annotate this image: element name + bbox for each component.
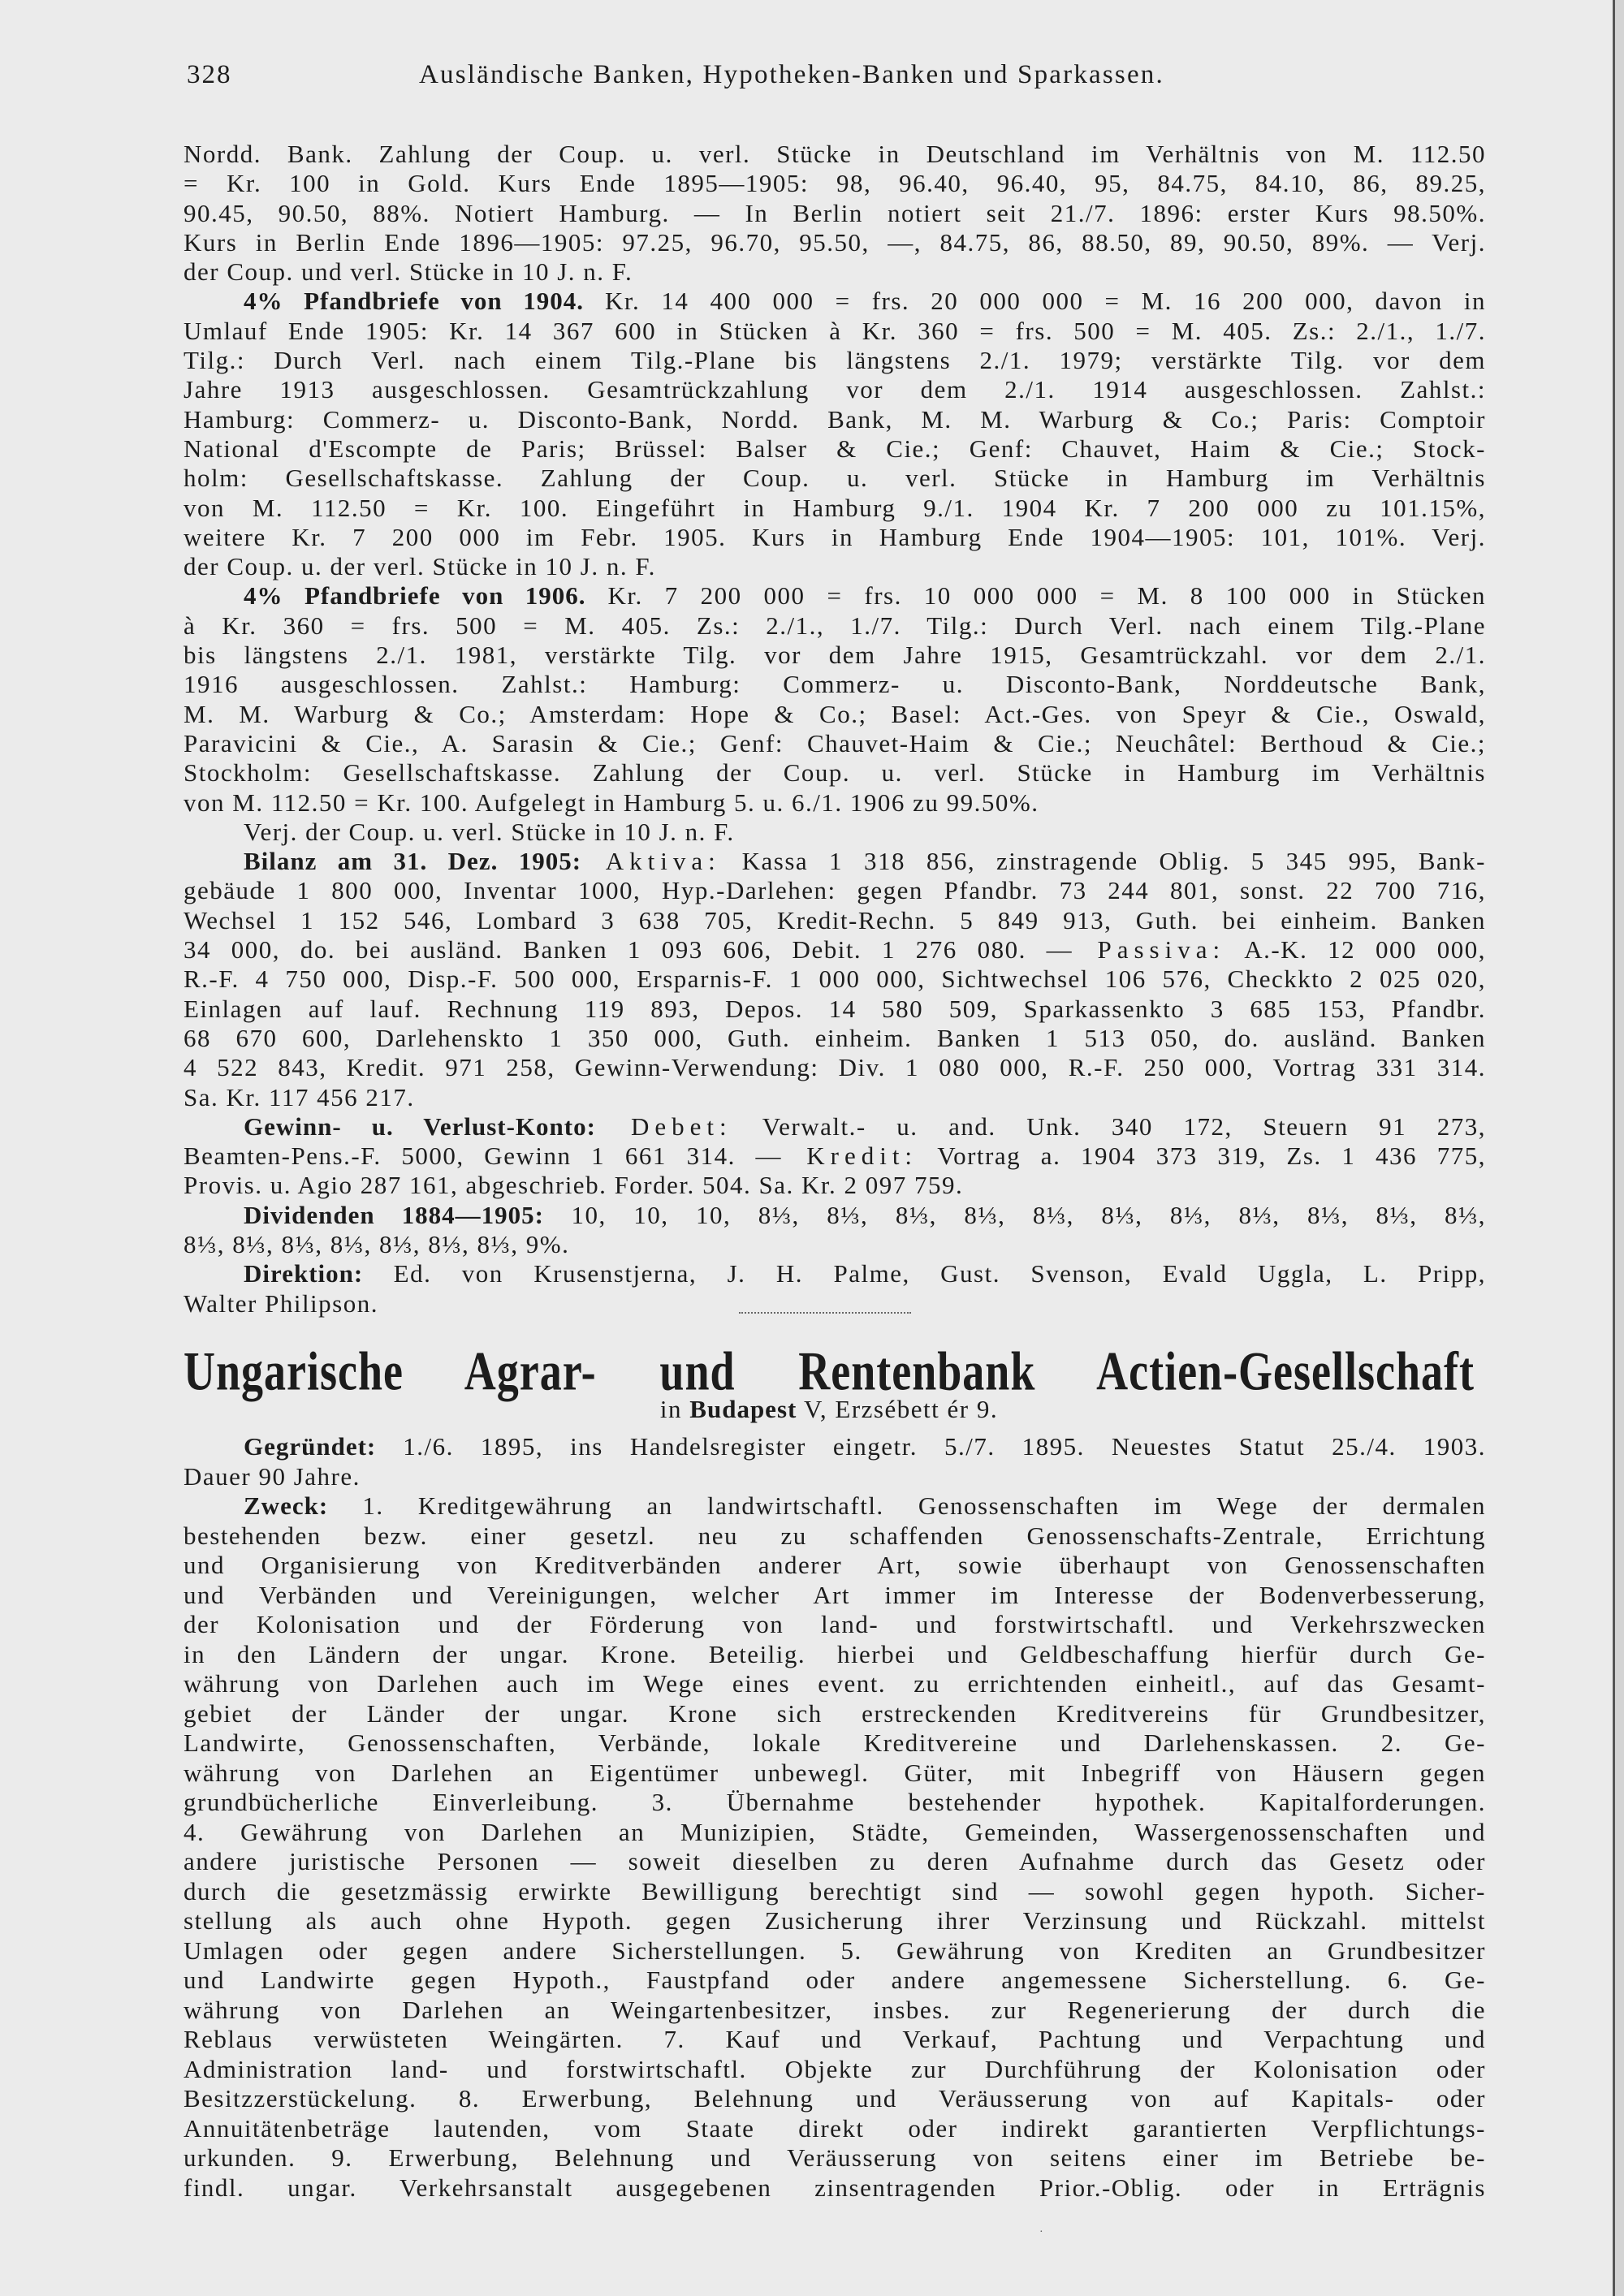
text-line (184, 1906, 1486, 1936)
text-line (184, 1083, 1486, 1112)
text-run: Hamburg: Commerz- u. Disconto-Bank, Nordd. Bank, M. M. Warburg & Co.; Paris: Comptoir (184, 404, 1486, 434)
text-run: Sa. Kr. 117 456 217. (184, 1082, 415, 1111)
running-header (187, 60, 1486, 96)
bold-heading: Gewinn- u. Verlust-Konto: (244, 1111, 596, 1141)
text-run: währung von Darlehen an Eigentümer unbewegl. Güter, mit Inbegriff von Häusern gegen (184, 1758, 1486, 1787)
text-run: Verj. der Coup. u. verl. Stücke in 10 J. n. F. (244, 817, 735, 846)
text-line (184, 1581, 1486, 1611)
text-run: Kr. 14 400 000 = frs. 20 000 000 = M. 16 200 000, davon in (583, 287, 1486, 316)
text-run: Kurs in Berlin Ende 1896—1905: 97.25, 96.70, 95.50, —, 84.75, 86, 88.50, 89, 90.50, 89%. — Verj. (184, 227, 1486, 257)
text-run: urkunden. 9. Erwerbung, Belehnung und Veräusserung von seitens einer im Betriebe be- (184, 2143, 1486, 2172)
text-line (184, 876, 1486, 905)
text-run: Tilg.: Durch Verl. nach einem Tilg.-Plane bis längstens 2./1. 1979; verstärkte Tilg. vor dem (184, 346, 1486, 375)
print-speck: · (1039, 2226, 1043, 2238)
spaced-label: Aktiva: (581, 847, 721, 876)
text-line (184, 1201, 1486, 1230)
text-run: weitere Kr. 7 200 000 im Febr. 1905. Kurs in Hamburg Ende 1904—1905: 101, 101%. Verj. (184, 522, 1486, 551)
text-line (184, 788, 1486, 818)
text-run: Kassa 1 318 856, zinstragende Oblig. 5 345 995, Bank- (720, 847, 1486, 876)
text-line (184, 1462, 1486, 1492)
text-line (184, 199, 1486, 228)
text-run: in den Ländern der ungar. Krone. Beteilig. hierbei und Geldbeschaffung hierfür durch Ge- (184, 1639, 1486, 1668)
text-line (184, 1640, 1486, 1670)
text-run: durch die gesetzmässig erwirkte Bewilligung berechtigt sind — sowohl gegen hypoth. Sicher- (184, 1876, 1486, 1905)
text-run: = Kr. 100 in Gold. Kurs Ende 1895—1905: 98, 96.40, 96.40, 95, 84.75, 84.10, 86, 89.25, (184, 169, 1486, 198)
text-run: gebiet der Länder der ungar. Krone sich erstreckenden Kreditvereins für Grundbesitzer, (184, 1698, 1486, 1728)
text-line (184, 995, 1486, 1024)
text-run: der Coup. u. der verl. Stücke in 10 J. n. F. (184, 552, 656, 581)
location-address: V, Erzsébett ér 9. (797, 1395, 999, 1423)
previous-entry-text (184, 140, 1486, 1318)
section-location (184, 1395, 1475, 1424)
entry-text (184, 1432, 1486, 2203)
section-title: Ungarische Agrar- und Rentenbank Actien-Gesellschaft (184, 1340, 1475, 1402)
text-run: 4. Gewährung von Darlehen an Munizipien, Städte, Gemeinden, Wassergenossenschaften und (184, 1817, 1486, 1846)
text-run: 1916 ausgeschlossen. Zahlst.: Hamburg: Commerz- u. Disconto-Bank, Norddeutsche Bank, (184, 670, 1486, 699)
text-line (184, 317, 1486, 346)
text-line (184, 1728, 1486, 1759)
running-title: Ausländische Banken, Hypotheken-Banken und Sparkassen. (419, 60, 1164, 89)
text-run: und Landwirte gegen Hypoth., Faustpfand oder andere angemessene Sicherstellung. 6. Ge- (184, 1966, 1486, 1994)
bold-heading: 4% Pfandbriefe von 1906. (244, 581, 586, 611)
text-line (184, 1112, 1486, 1142)
text-run: Provis. u. Agio 287 161, abgeschrieb. Forder. 504. Sa. Kr. 2 097 759. (184, 1171, 964, 1200)
text-run: Verwalt.- u. and. Unk. 340 172, Steuern 91 273, (732, 1111, 1486, 1141)
text-line (184, 2084, 1486, 2114)
text-line (184, 2173, 1486, 2203)
text-line (184, 1432, 1486, 1462)
spaced-label: Kredit: (782, 1142, 918, 1171)
text-run: stellung als auch ohne Hypoth. gegen Zusicherung ihrer Verzinsung und Rückzahl. mittelst (184, 1906, 1486, 1935)
text-run: bestehenden bezw. einer gesetzl. neu zu schaffenden Genossenschafts-Zentrale, Errichtung (184, 1521, 1486, 1550)
text-line (184, 611, 1486, 641)
text-run: 10, 10, 10, 8⅓, 8⅓, 8⅓, 8⅓, 8⅓, 8⅓, 8⅓, 8⅓, 8⅓, 8⅓, 8⅓, (543, 1200, 1487, 1229)
bold-heading: Bilanz am 31. Dez. 1905: (244, 847, 582, 876)
text-line (184, 1142, 1486, 1171)
text-run: gebäude 1 800 000, Inventar 1000, Hyp.-Darlehen: gegen Pfandbr. 73 244 801, sonst. 22 700 716, (184, 876, 1486, 905)
text-run: Umlagen oder gegen andere Sicherstellungen. 5. Gewährung von Krediten an Grundbesitzer (184, 1936, 1486, 1965)
text-line (184, 935, 1486, 965)
text-line (184, 1936, 1486, 1966)
text-run: 4 522 843, Kredit. 971 258, Gewinn-Verwendung: Div. 1 080 000, R.-F. 250 000, Vortrag 331 314. (184, 1053, 1486, 1082)
text-line (184, 1171, 1486, 1200)
text-line (184, 434, 1486, 464)
bold-heading: 4% Pfandbriefe von 1904. (244, 287, 584, 316)
text-run: 1./6. 1895, ins Handelsregister eingetr. 5./7. 1895. Neuestes Statut 25./4. 1903. (376, 1432, 1486, 1461)
text-run: R.-F. 4 750 000, Disp.-F. 500 000, Ersparnis-F. 1 000 000, Sichtwechsel 106 576, Checkkto 2 025 020, (184, 965, 1486, 994)
text-line (184, 670, 1486, 699)
text-run: 34 000, do. bei ausländ. Banken 1 093 606, Debit. 1 276 080. — (184, 935, 1073, 965)
text-line (184, 405, 1486, 434)
text-line (184, 1996, 1486, 2026)
spaced-label: Passiva: (1073, 935, 1226, 965)
text-line (184, 2025, 1486, 2055)
text-run: Umlauf Ende 1905: Kr. 14 367 600 in Stücken à Kr. 360 = frs. 500 = M. 405. Zs.: 2./1., 1./7. (184, 316, 1486, 345)
text-line (184, 1669, 1486, 1699)
text-run: der Coup. und verl. Stücke in 10 J. n. F. (184, 257, 633, 287)
text-run: Walter Philipson. (184, 1288, 378, 1318)
text-line (184, 523, 1486, 552)
text-line (184, 1699, 1486, 1729)
text-run: National d'Escompte de Paris; Brüssel: Balser & Cie.; Genf: Chauvet, Haim & Cie.; Stock- (184, 434, 1486, 463)
text-run: Wechsel 1 152 546, Lombard 3 638 705, Kredit-Rechn. 5 849 913, Guth. bei einheim. Banken (184, 905, 1486, 934)
text-line (184, 228, 1486, 257)
bold-heading: Dividenden 1884—1905: (244, 1200, 544, 1229)
text-run: findl. ungar. Verkehrsanstalt ausgegebenen zinsentragenden Prior.-Oblig. oder in Erträgnis (184, 2173, 1486, 2202)
text-run: Paravicini & Cie., A. Sarasin & Cie.; Genf: Chauvet-Haim & Cie.; Neuchâtel: Berthoud & Cie.; (184, 728, 1486, 757)
text-line (184, 1847, 1486, 1877)
spaced-label: Debet: (595, 1111, 732, 1141)
text-run: und Organisierung von Kreditverbänden anderer Art, sowie überhaupt von Genossenschaften (184, 1551, 1486, 1579)
text-line (184, 847, 1486, 876)
text-line (184, 169, 1486, 198)
text-line (184, 1491, 1486, 1521)
text-run: Jahre 1913 ausgeschlossen. Gesamtrückzahlung vor dem 2./1. 1914 ausgeschlossen. Zahlst.: (184, 375, 1486, 404)
text-run: à Kr. 360 = frs. 500 = M. 405. Zs.: 2./1., 1./7. Tilg.: Durch Verl. nach einem Tilg.-Plane (184, 611, 1486, 640)
text-line (184, 2114, 1486, 2144)
text-run: holm: Gesellschaftskasse. Zahlung der Coup. u. verl. Stücke in Hamburg im Verhältnis (184, 464, 1486, 493)
text-run: währung von Darlehen auch im Wege eines event. zu errichtenden einheitl., auf das Gesamt- (184, 1669, 1486, 1698)
text-line (184, 1610, 1486, 1640)
text-line (184, 1788, 1486, 1818)
text-run: Nordd. Bank. Zahlung der Coup. u. verl. Stücke in Deutschland im Verhältnis von M. 112.50 (184, 140, 1486, 168)
text-line (184, 2143, 1486, 2173)
text-line (184, 140, 1486, 169)
text-line (184, 758, 1486, 788)
location-prefix: in (659, 1395, 690, 1423)
text-line (184, 1053, 1486, 1082)
bold-heading: Gegründet: (244, 1432, 377, 1461)
text-run: bis längstens 2./1. 1981, verstärkte Tilg. vor dem Jahre 1915, Gesamtrückzahl. vor dem 2./1. (184, 641, 1486, 670)
text-line (184, 287, 1486, 316)
text-run: Besitzzerstückelung. 8. Erwerbung, Belehnung und Veräusserung von auf Kapitals- oder (184, 2084, 1486, 2113)
adjacent-page-edge (1613, 0, 1624, 2296)
text-line (184, 1551, 1486, 1581)
text-run: Reblaus verwüsteten Weingärten. 7. Kauf und Verkauf, Pachtung und Verpachtung und (184, 2025, 1486, 2053)
text-line (184, 641, 1486, 670)
text-line (184, 2055, 1486, 2085)
text-run: von M. 112.50 = Kr. 100. Eingeführt in Hamburg 9./1. 1904 Kr. 7 200 000 zu 101.15%, (184, 493, 1486, 522)
text-line (184, 1289, 1486, 1318)
section-divider (739, 1312, 911, 1314)
text-line (184, 1230, 1486, 1259)
text-run: grundbücherliche Einverleibung. 3. Übernahme bestehender hypothek. Kapitalforderungen. (184, 1788, 1486, 1816)
text-line (184, 1024, 1486, 1053)
text-line (184, 257, 1486, 287)
text-run: und Verbänden und Vereinigungen, welcher Art immer im Interesse der Bodenverbesserung, (184, 1580, 1486, 1609)
text-run: Landwirte, Genossenschaften, Verbände, lokale Kreditvereine und Darlehenskassen. 2. Ge- (184, 1728, 1486, 1757)
text-line (184, 1818, 1486, 1848)
text-line (184, 700, 1486, 729)
text-line (184, 581, 1486, 611)
text-line (184, 965, 1486, 994)
text-line (184, 494, 1486, 523)
text-run: Administration land- und forstwirtschaftl. Objekte zur Durchführung der Kolonisation oder (184, 2054, 1486, 2083)
text-run: andere juristische Personen — soweit dieselben zu deren Aufnahme durch das Gesetz oder (184, 1847, 1486, 1875)
text-run: Einlagen auf lauf. Rechnung 119 893, Depos. 14 580 509, Sparkassenkto 3 685 153, Pfandbr. (184, 994, 1486, 1023)
bold-heading: Zweck: (244, 1491, 329, 1520)
text-line (184, 346, 1486, 375)
text-run: M. M. Warburg & Co.; Amsterdam: Hope & Co.; Basel: Act.-Ges. von Speyr & Cie., Oswald, (184, 699, 1486, 728)
page-number: 328 (187, 60, 232, 89)
text-run: von M. 112.50 = Kr. 100. Aufgelegt in Hamburg 5. u. 6./1. 1906 zu 99.50%. (184, 788, 1039, 817)
text-line (184, 1521, 1486, 1552)
text-run: Stockholm: Gesellschaftskasse. Zahlung der Coup. u. verl. Stücke in Hamburg im Verhältnis (184, 758, 1486, 788)
text-run: Annuitätenbeträge lautenden, vom Staate direkt oder indirekt garantierten Verpflichtungs- (184, 2113, 1486, 2143)
text-line (184, 906, 1486, 935)
text-run: der Kolonisation und der Förderung von land- und forstwirtschaftl. und Verkehrszwecken (184, 1610, 1486, 1638)
text-run: Dauer 90 Jahre. (184, 1461, 361, 1491)
text-line (184, 729, 1486, 758)
text-run: währung von Darlehen an Weingartenbesitzer, insbes. zur Regenerierung der durch die (184, 1995, 1486, 2024)
text-line (184, 1966, 1486, 1996)
bold-heading: Direktion: (244, 1259, 364, 1288)
text-run: A.-K. 12 000 000, (1225, 935, 1487, 965)
text-run: 8⅓, 8⅓, 8⅓, 8⅓, 8⅓, 8⅓, 8⅓, 9%. (184, 1229, 570, 1258)
text-line (184, 464, 1486, 493)
text-line (184, 552, 1486, 581)
text-line (184, 375, 1486, 404)
text-run: 68 670 600, Darlehenskto 1 350 000, Guth. einheim. Banken 1 513 050, do. ausländ. Banken (184, 1023, 1486, 1052)
text-line (184, 818, 1486, 847)
text-line (184, 1259, 1486, 1288)
text-line (184, 1759, 1486, 1789)
text-run: Kr. 7 200 000 = frs. 10 000 000 = M. 8 100 000 in Stücken (585, 581, 1487, 611)
location-city: Budapest (689, 1395, 797, 1423)
text-run: Vortrag a. 1904 373 319, Zs. 1 436 775, (918, 1142, 1487, 1171)
text-run: Ed. von Krusenstjerna, J. H. Palme, Gust. Svenson, Evald Uggla, L. Pripp, (363, 1259, 1486, 1288)
text-run: 90.45, 90.50, 88%. Notiert Hamburg. — In Berlin notiert seit 21./7. 1896: erster Kurs 98.50%. (184, 198, 1486, 227)
text-run: 1. Kreditgewährung an landwirtschaftl. Genossenschaften im Wege der dermalen (328, 1491, 1486, 1520)
text-line (184, 1877, 1486, 1907)
text-run: Beamten-Pens.-F. 5000, Gewinn 1 661 314. — (184, 1142, 783, 1171)
